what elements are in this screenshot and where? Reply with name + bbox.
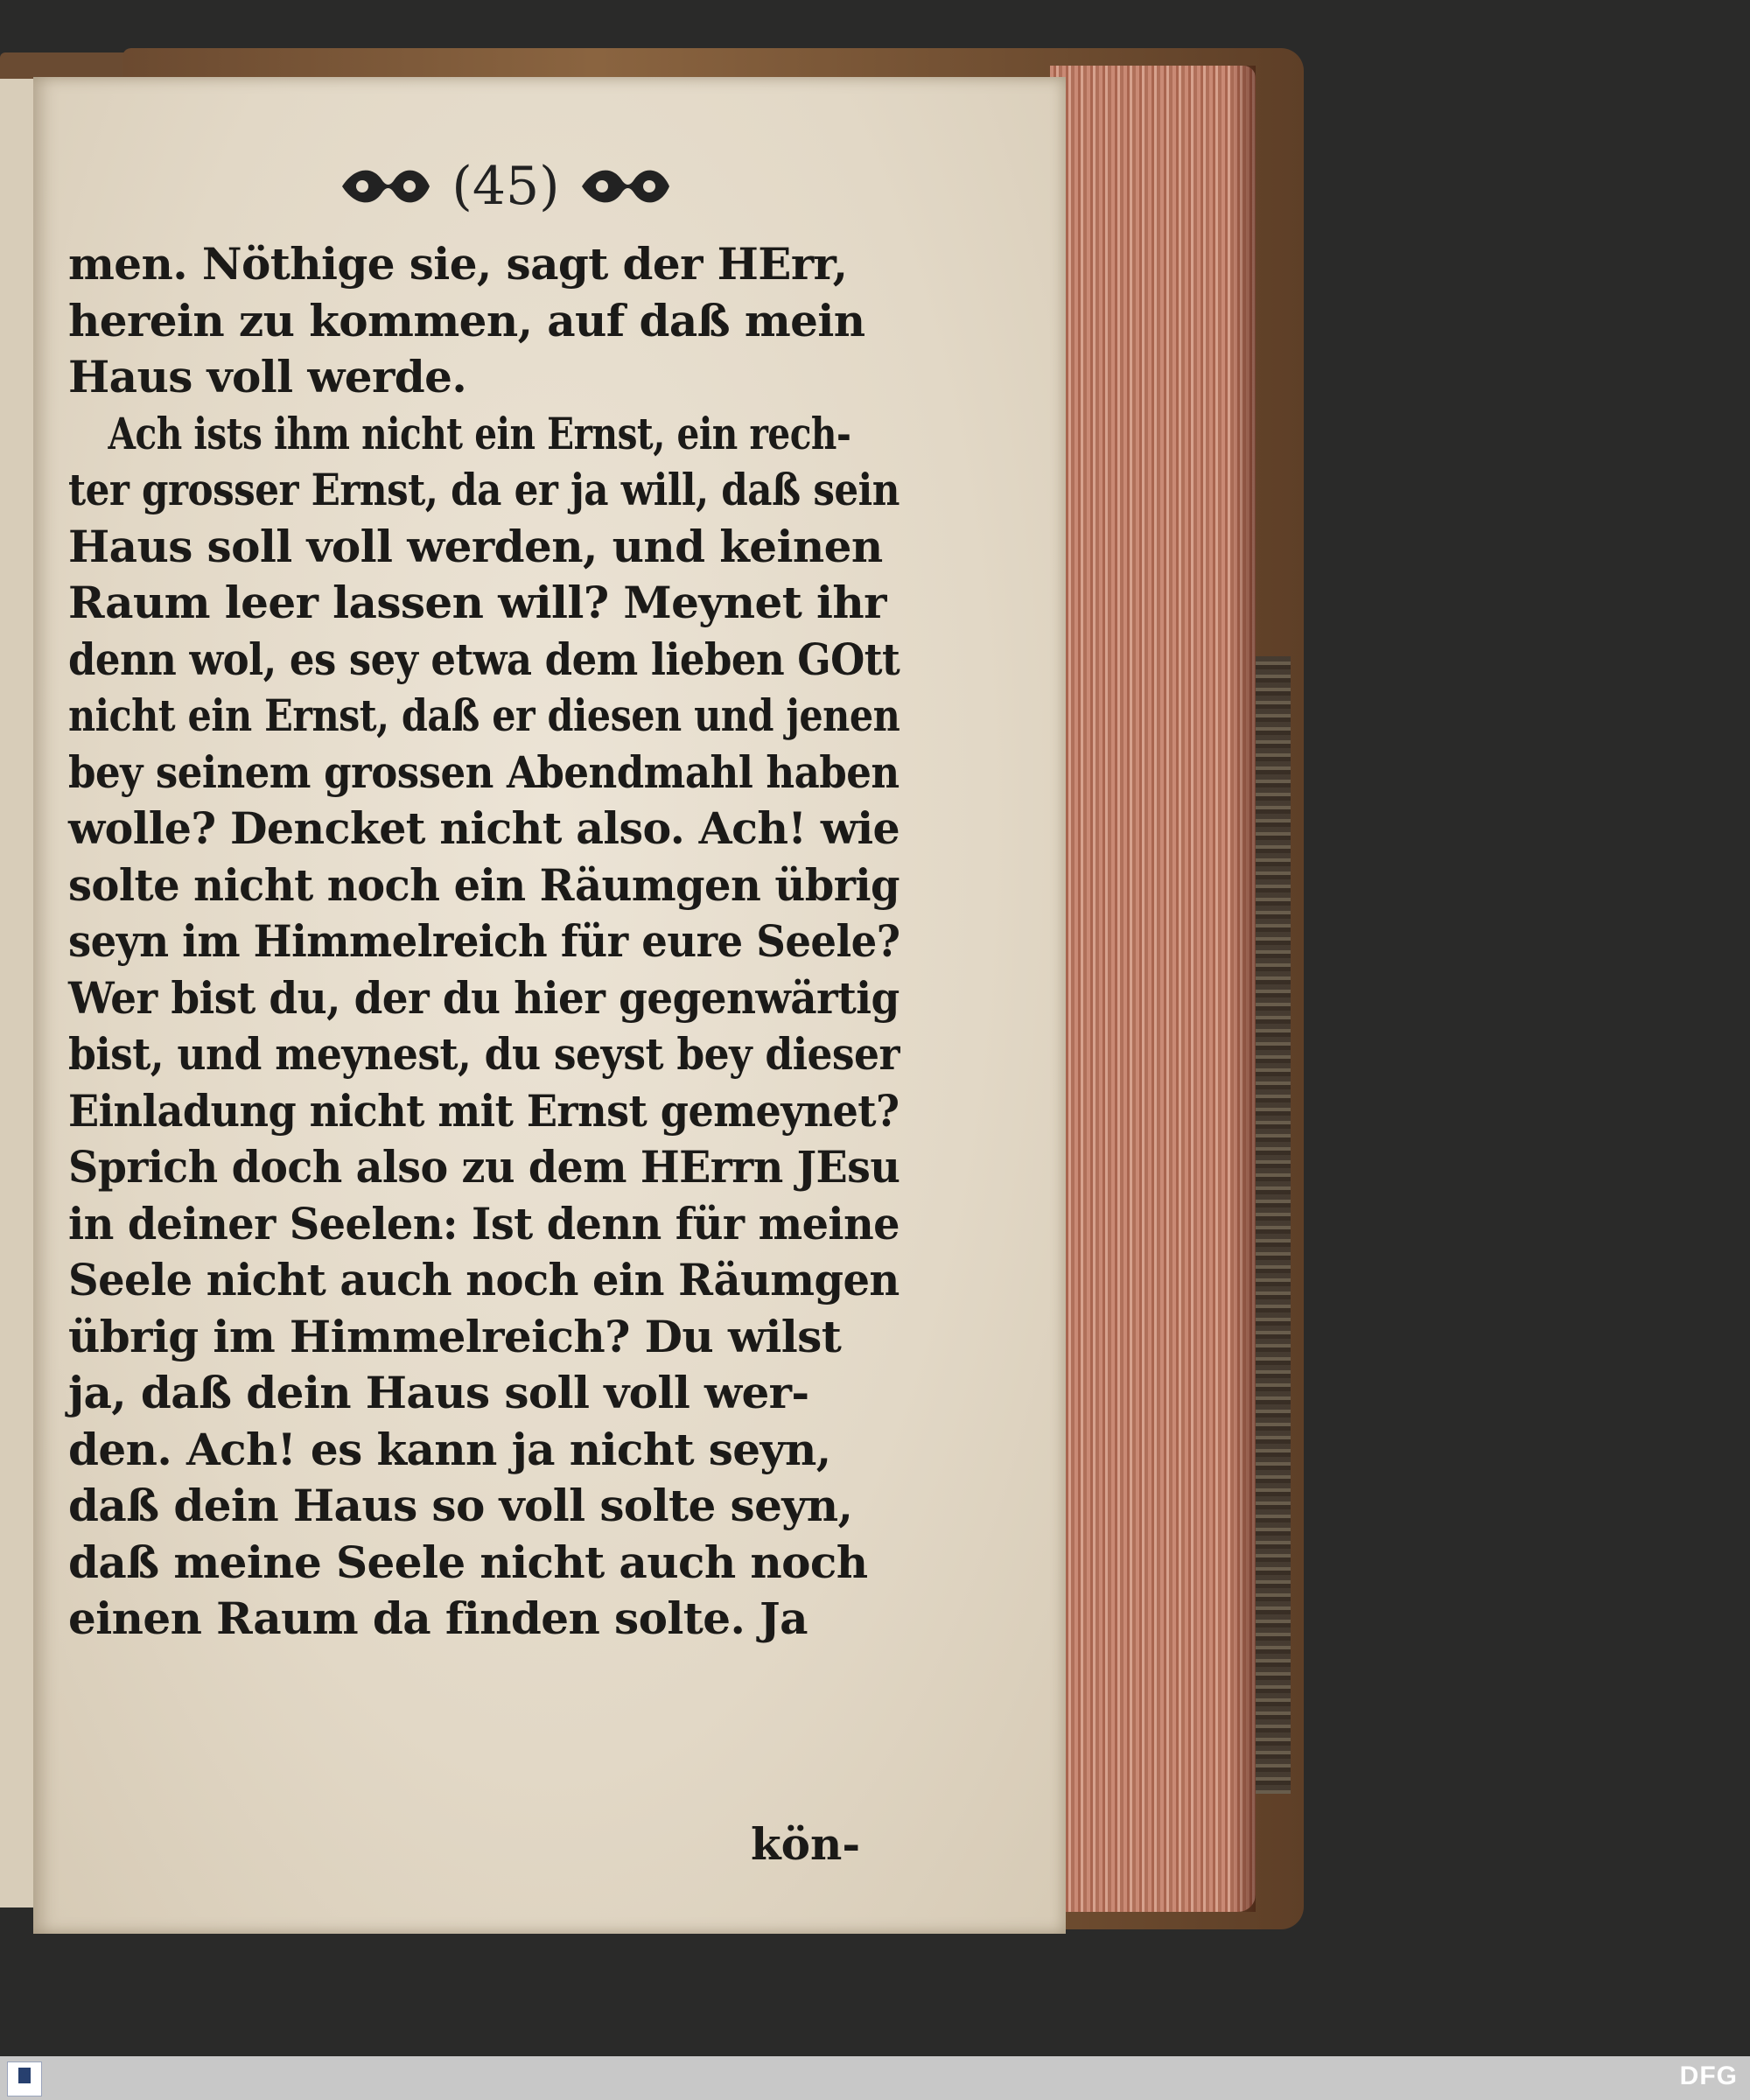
text-line: nicht ein Ernst, daß er diesen und jenen: [68, 690, 900, 741]
text-line: Raum leer lassen will? Meynet ihr: [68, 577, 886, 628]
catchword: kön-: [751, 1818, 861, 1870]
previous-page-edge: [0, 79, 37, 1908]
text-line: den. Ach! es kann ja nicht seyn,: [68, 1423, 831, 1475]
page-header: [296, 138, 716, 234]
book-page: [33, 77, 1066, 1934]
text-line: Wer bist du, der du hier gegenwärtig: [68, 971, 900, 1024]
text-line: in deiner Seelen: Ist denn für meine: [68, 1197, 900, 1250]
page-body-text: [68, 236, 900, 1648]
foundation-logo-icon: [7, 2062, 42, 2096]
footer-brand: DFG: [1679, 2062, 1738, 2090]
text-line: wolle? Dencket nicht also. Ach! wie: [68, 802, 900, 854]
text-line: denn wol, es sey etwa dem lieben GOtt: [68, 633, 900, 685]
text-line: Haus soll voll werden, und keinen: [68, 520, 883, 572]
text-line: Seele nicht auch noch ein Räumgen: [68, 1254, 900, 1306]
page-fore-edge: [1050, 66, 1256, 1912]
text-line: daß dein Haus so voll solte seyn,: [68, 1480, 853, 1531]
page-number: (45): [452, 156, 560, 217]
text-line: Sprich doch also zu dem HErrn JEsu: [68, 1141, 900, 1193]
text-line: übrig im Himmelreich? Du wilst: [68, 1310, 842, 1362]
text-line: ja, daß dein Haus soll voll wer-: [68, 1367, 809, 1418]
text-line: Einladung nicht mit Ernst gemeynet?: [68, 1084, 900, 1137]
text-line: einen Raum da finden solte. Ja: [68, 1592, 808, 1644]
text-line: Ach ists ihm nicht ein Ernst, ein rech-: [108, 407, 851, 459]
text-line: bey seinem grossen Abendmahl haben: [68, 746, 900, 798]
right-ornament-icon: [578, 162, 674, 211]
text-line: herein zu kommen, auf daß mein: [68, 294, 865, 346]
text-line: bist, und meynest, du seyst bey dieser: [68, 1028, 900, 1080]
footer-bar: [0, 2056, 1750, 2100]
text-line: Haus voll werde.: [68, 351, 467, 402]
text-line: daß meine Seele nicht auch noch: [68, 1536, 868, 1588]
text-line: solte nicht noch ein Räumgen übrig: [68, 858, 900, 911]
text-line: seyn im Himmelreich für eure Seele?: [68, 915, 900, 967]
text-line: men. Nöthige sie, sagt der HErr,: [68, 238, 848, 290]
left-ornament-icon: [338, 162, 434, 211]
text-line: ter grosser Ernst, da er ja will, daß sein: [68, 464, 900, 515]
